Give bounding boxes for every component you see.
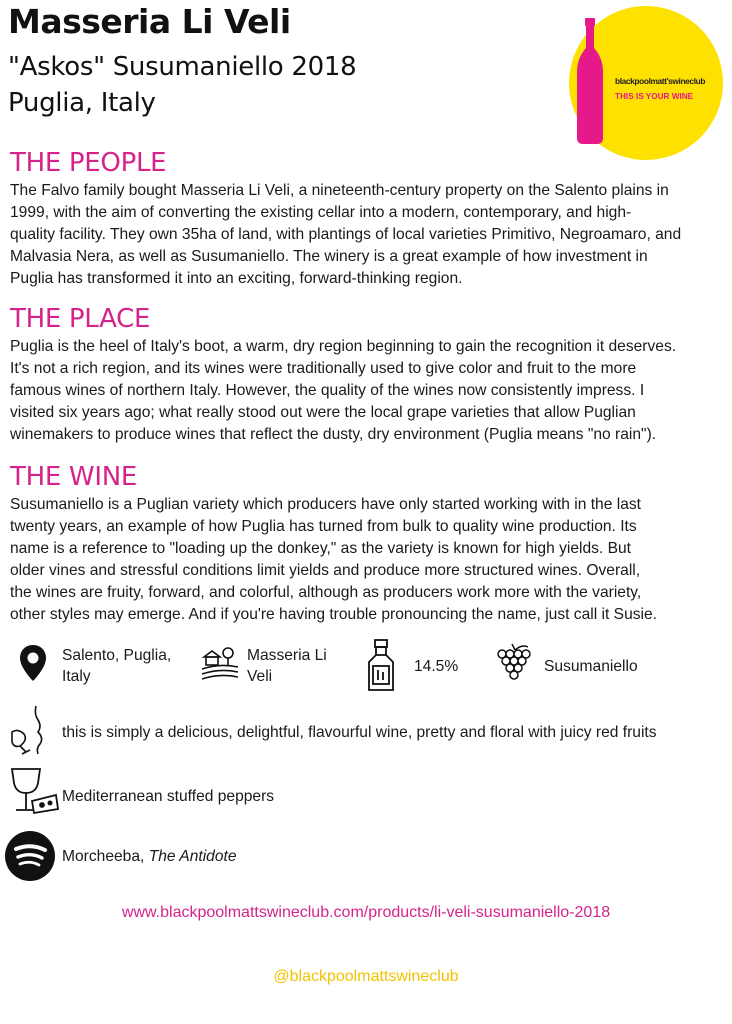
wine-region: Puglia, Italy [8,88,156,118]
location-line: Salento, Puglia, [62,647,172,664]
wine-line: Susumaniello is a Puglian variety which producers have only started working with in the last [10,496,641,513]
section-heading-wine: THE WINE [10,462,137,492]
place-paragraph [10,336,722,446]
people-line: The Falvo family bought Masseria Li Veli, a nineteenth-century property on the Salento plains in [10,182,669,199]
social-handle[interactable]: @blackpoolmattswineclub [273,968,459,985]
winery-line: Masseria Li [247,647,327,664]
product-url-link[interactable]: www.blackpoolmattswineclub.com/products/li-veli-susumaniello-2018 [121,904,611,921]
wine-line: name is a reference to "loading up the donkey," as the variety is known for high yields. But [10,540,632,557]
place-line: It's not a rich region, and its wines were traditionally used to give color and fruit to the more [10,360,637,377]
people-line: quality facility. They own 35ha of land, with plantings of local varieties Primitivo, Negroamaro, and [10,226,682,243]
people-paragraph [10,180,722,290]
grape-text: Susumaniello [544,658,638,675]
section-heading-people: THE PEOPLE [10,148,167,178]
wine-name: "Askos" Susumaniello 2018 [8,52,357,82]
place-line: Puglia is the heel of Italy's boot, a warm, dry region beginning to gain the recognition it deserves. [10,338,677,355]
logo-name: blackpoolmatt'swineclub [615,76,706,86]
people-line: Malvasia Nera, as well as Susumaniello. The winery is a great example of how investment in [10,248,648,265]
bottle-abv-icon [366,638,396,692]
winery-line: Veli [247,668,273,685]
section-heading-place: THE PLACE [10,304,151,334]
grapes-icon [494,642,536,686]
music-artist: Morcheeba, [62,848,149,865]
location-text [62,645,171,687]
music-album: The Antidote [148,848,237,865]
spotify-icon [4,830,56,882]
wine-line: the wines are fruity, forward, and colorful, although as producers work more with the variety, [10,584,642,601]
nose-glass-icon [8,704,50,756]
wine-line: other styles may emerge. And if you're having trouble pronouncing the name, just call it Susie. [10,606,658,623]
abv-text: 14.5% [414,658,459,675]
people-line: 1999, with the aim of converting the existing cellar into a modern, contemporary, and high- [10,204,632,221]
wine-cheese-icon [8,765,60,817]
music-text [62,846,237,867]
place-line: winemakers to produce wines that reflect the dusty, dry environment (Puglia means "no rain"). [10,426,657,443]
pairing-text: Mediterranean stuffed peppers [62,788,275,805]
location-line: Italy [62,668,91,685]
wine-club-logo [569,6,723,160]
wine-line: twenty years, an example of how Puglia has turned from bulk to quality wine production. Its [10,518,637,535]
logo-tagline: THIS IS YOUR WINE [615,92,694,101]
place-line: visited six years ago; what really stood out were the local grape varieties that allow Puglian [10,404,636,421]
vineyard-icon [200,643,240,683]
winery-text [247,645,327,687]
tasting-note-text: this is simply a delicious, delightful, flavourful wine, pretty and floral with juicy red fruits [62,724,657,741]
producer-title: Masseria Li Veli [8,2,291,41]
wine-paragraph [10,494,722,626]
place-line: famous wines of northern Italy. However, the quality of the wines now consistently impress. I [10,382,645,399]
wine-line: older vines and stressful conditions limit yields and produce more structured wines. Overall, [10,562,641,579]
location-pin-icon [18,643,48,683]
people-line: Puglia has transformed it into an exciting, forward-thinking region. [10,270,463,287]
